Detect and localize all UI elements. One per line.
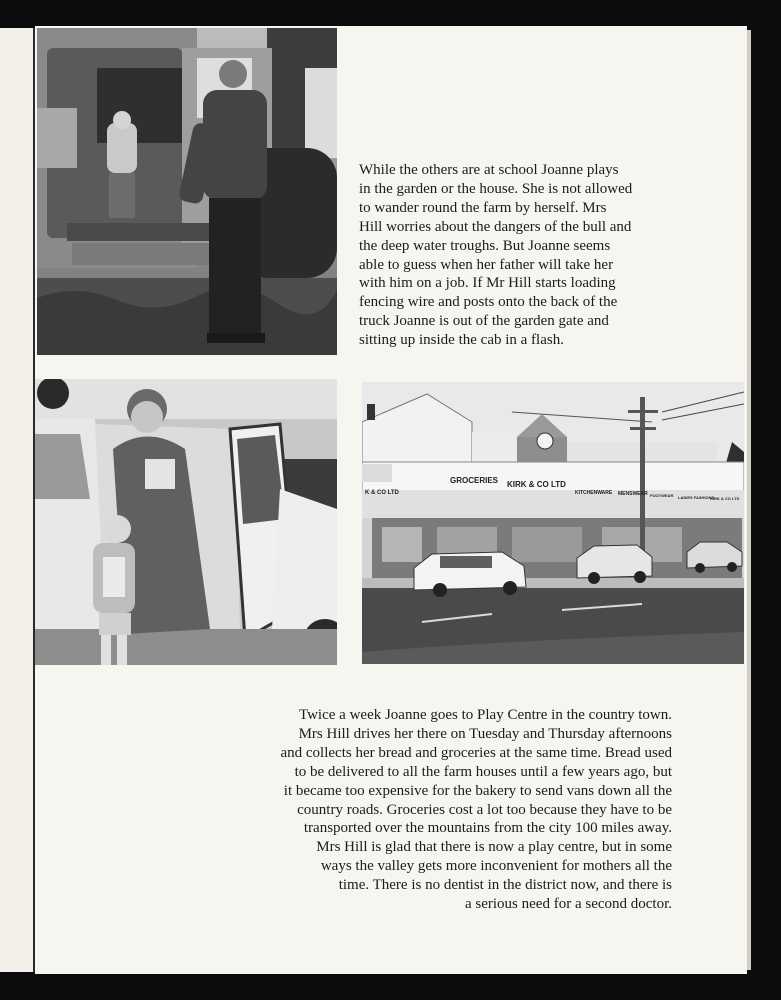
sign-store-name-small: K & CO LTD xyxy=(365,490,399,496)
sign-groceries: GROCERIES xyxy=(450,476,499,485)
text-line: Mrs Hill is glad that there is now a play centre, but in some xyxy=(316,839,672,856)
paragraph-text xyxy=(200,706,672,914)
text-line: and collects her bread and groceries at the same time. Bread used xyxy=(280,744,672,761)
text-line: transported over the mountains from the city 100 miles away. xyxy=(303,820,672,837)
sign-menswear: MENSWEAR xyxy=(618,491,648,497)
text-line: ways the valley gets more inconvenient for mothers all the xyxy=(320,858,672,875)
sign-kitchenware: KITCHENWARE xyxy=(575,490,613,496)
sign-ladies-fashions: LADIES FASHIONS xyxy=(678,495,715,500)
text-line: to wander round the farm by herself. Mrs xyxy=(359,199,607,216)
text-line: in the garden or the house. She is not allowed xyxy=(359,180,633,197)
photo-mother-child-car xyxy=(35,379,337,665)
text-line: able to guess when her father will take her xyxy=(359,256,614,273)
text-line: sitting up inside the cab in a flash. xyxy=(359,332,564,349)
text-line: Mrs Hill drives her there on Tuesday and Thursday afternoons xyxy=(298,725,672,742)
paragraph-play-centre xyxy=(200,706,672,914)
photo-farmer-truck xyxy=(37,28,337,355)
paragraph-joanne-at-home xyxy=(359,161,689,350)
text-line: with him on a job. If Mr Hill starts loading xyxy=(359,275,616,292)
text-line: time. There is no dentist in the district now, and there is xyxy=(338,877,672,894)
sign-store-name-right: KIRK & CO LTD xyxy=(710,496,740,501)
text-line: Twice a week Joanne goes to Play Centre in the country town. xyxy=(298,707,672,723)
sign-store-name: KIRK & CO LTD xyxy=(507,480,566,489)
text-line: Hill worries about the dangers of the bull and xyxy=(359,218,632,235)
sign-footwear: FOOTWEAR xyxy=(650,493,674,498)
page-edge-shadow xyxy=(747,30,751,970)
text-line: country roads. Groceries cost a lot too because they have to be xyxy=(297,801,672,818)
photo-country-town-street xyxy=(362,382,744,664)
text-line: fencing wire and posts onto the back of the xyxy=(359,294,618,311)
text-line: the deep water troughs. But Joanne seems xyxy=(359,237,611,254)
text-line: it became too expensive for the bakery to send vans down all the xyxy=(283,782,672,799)
text-line: to be delivered to all the farm houses until a few years ago, but xyxy=(294,763,672,780)
text-line: While the others are at school Joanne plays xyxy=(359,162,619,178)
paragraph-text xyxy=(359,161,689,350)
text-line: truck Joanne is out of the garden gate and xyxy=(359,313,609,330)
left-page-edge xyxy=(0,28,34,972)
text-line: a serious need for a second doctor. xyxy=(464,896,672,913)
